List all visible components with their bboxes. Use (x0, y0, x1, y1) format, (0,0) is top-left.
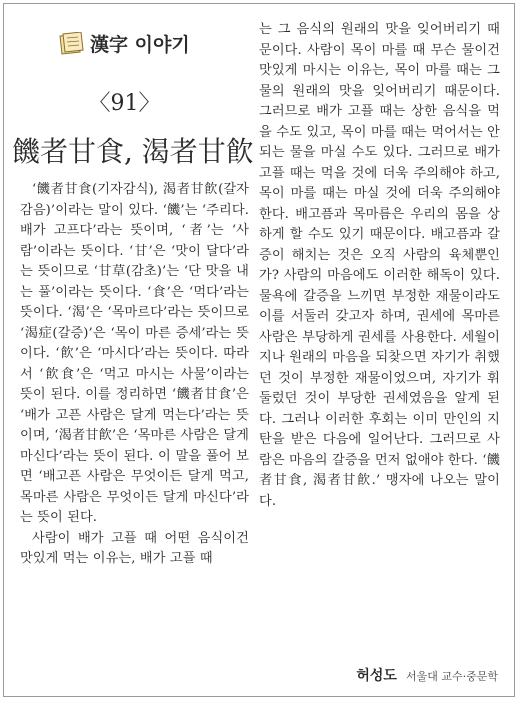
column-title: 漢字 이야기 (90, 34, 190, 56)
book-icon (58, 32, 84, 56)
byline (356, 665, 498, 685)
left-column (20, 180, 249, 570)
author-affiliation: 서울대 교수·중문학 (405, 670, 498, 683)
column-header (40, 22, 240, 56)
author-name: 허성도 (356, 668, 397, 684)
paragraph: 는 그 음식의 원래의 맛을 잊어버리기 때문이다. 사람이 목이 마를 때 무슨 물이건 맛있게 마시는 이유는, 목이 마를 때는 그 물의 원래의 맛을 잊어버리기 때문이다. 그러므로 배가 고플 때는 상한 음식을 먹을 수도 있고, 목이 마를 때는 먹어서는 안 되는 물을 마실 수도 있다. 그러므로 배가 고플 때는 먹을 것에 더욱 주의해야 하고, 목이 마를 때는 마실 것에 더욱 주의해야 한다. 배고픔과 목마름은 우리의 몸을 상하게 할 수도 있기 때문이다. 배고픔과 갈증이 해치는 것은 오직 사람의 육체뿐인가? 사람의 마음에도 이러한 해독이 있다. 물욕에 갈증을 느끼면 부정한 재물이라도 이를 서둘러 갖고자 하며, 권세에 목마른 사람은 부당하게 권세를 사용한다. 세월이 지나 원래의 마음을 되찾으면 자기가 취했던 것이 부정한 재물이었으며, 자기가 휘둘렀던 것이 부당한 권세였음을 알게 된다. 그러나 이러한 후회는 이미 만인의 지탄을 받은 다음에 일어난다. 그러므로 사람은 마음의 갈증을 먼저 없애야 한다. ‘饑者甘食, 渴者甘飮.’ 맹자에 나오는 말이다. (259, 22, 500, 509)
headline: 饑者甘食, 渴者甘飮 (12, 135, 254, 168)
paragraph: 사람이 배가 고플 때 어떤 음식이건 맛있게 먹는 이유는, 배가 고플 때 (20, 530, 249, 566)
issue-number: 〈91〉 (88, 91, 161, 116)
right-column (259, 20, 500, 512)
paragraph: ‘饑者甘食(기자감식), 渴者甘飮(갈자감음)’이라는 말이 있다. ‘饑’는 ‘주리다. 배가 고프다’라는 뜻이며, ‘者’는 ‘사람’이라는 뜻이다. ‘甘’은 ‘맛이 달다’라는 뜻이므로 ‘甘草(감초)’는 ‘단 맛을 내는 풀’이라는 뜻이다. ‘食’은 ‘먹다’라는 뜻이다. ‘渴’은 ‘목마르다’라는 뜻이므로 ‘渴症(갈증)’은 ‘목이 마른 증세’라는 뜻이다. ‘飮’은 ‘마시다’라는 뜻이다. 따라서 ‘飮食’은 ‘먹고 마시는 사물’이라는 뜻이 된다. 이를 정리하면 ‘饑者甘食’은 ‘배가 고픈 사람은 달게 먹는다’라는 뜻이며, ‘渴者甘飮’은 ‘목마른 사람은 달게 마신다’라는 뜻이 된다. 이 말을 풀어 보면 ‘배고픈 사람은 무엇이든 달게 먹고, 목마른 사람은 무엇이든 달게 마신다’라는 뜻이 된다. (20, 182, 249, 525)
